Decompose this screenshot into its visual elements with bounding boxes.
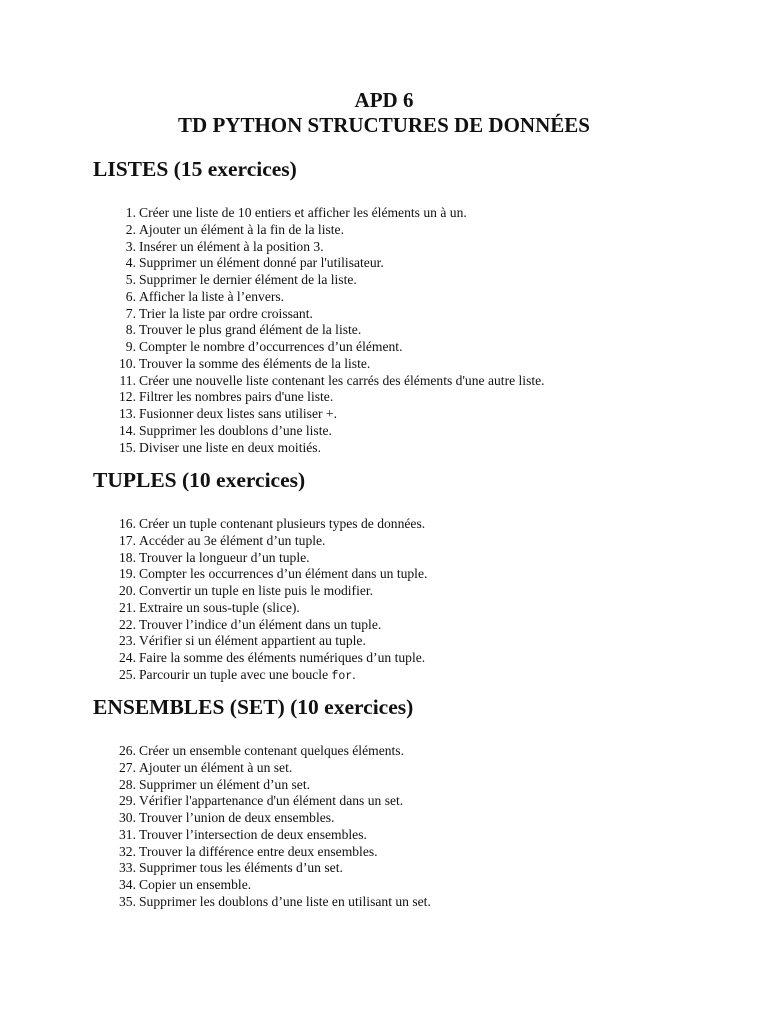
exercise-number: 35 . (93, 894, 136, 911)
exercise-item (93, 777, 733, 794)
exercise-text: Trouver le plus grand élément de la liste. (139, 322, 362, 338)
exercise-number: 28 . (93, 777, 136, 794)
exercise-text: Supprimer un élément donné par l'utilisateur. (139, 255, 384, 271)
exercise-item (93, 566, 733, 583)
exercise-text-suffix: . (352, 666, 356, 682)
exercise-number: 25 . (93, 667, 136, 684)
exercise-item (93, 667, 733, 684)
exercise-number: 27 . (93, 760, 136, 777)
exercise-number: 23 . (93, 633, 136, 650)
exercise-number: 15 . (93, 440, 136, 457)
exercise-number: 29 . (93, 793, 136, 810)
exercise-number: 16 . (93, 516, 136, 533)
exercise-number: 19 . (93, 566, 136, 583)
exercise-item (93, 633, 733, 650)
exercise-text: Trouver l’union de deux ensembles. (139, 810, 335, 825)
exercise-text: Créer une liste de 10 entiers et afficher les éléments un à un. (139, 205, 467, 220)
exercise-item (93, 793, 733, 810)
exercise-number: 3 . (93, 239, 136, 256)
document-title: APD 6 (354, 88, 414, 112)
exercise-item (93, 406, 733, 423)
exercise-text: Supprimer tous les éléments d’un set. (139, 860, 343, 876)
exercise-item (93, 844, 733, 861)
exercise-text: Diviser une liste en deux moitiés. (139, 439, 321, 455)
exercise-item (93, 423, 733, 440)
exercise-text: Supprimer un élément d’un set. (139, 776, 311, 792)
exercise-number: 34 . (93, 877, 136, 894)
exercise-number: 10 . (93, 356, 136, 373)
exercise-number: 17 . (93, 533, 136, 550)
exercise-text: Créer un tuple contenant plusieurs types de données. (139, 516, 426, 531)
exercise-number: 13 . (93, 406, 136, 423)
section-heading-ensembles: ENSEMBLES (SET) (10 exercices) (93, 695, 414, 719)
exercise-text: Créer un ensemble contenant quelques éléments. (139, 743, 404, 758)
exercise-item (93, 743, 733, 760)
exercise-item (93, 255, 733, 272)
exercise-text: Créer une nouvelle liste contenant les carrés des éléments d'une autre liste. (139, 372, 545, 388)
section-listes (93, 156, 733, 456)
exercise-text: Ajouter un élément à un set. (139, 759, 293, 775)
exercise-text: Trouver la somme des éléments de la liste. (139, 355, 371, 371)
exercise-number: 8 . (93, 322, 136, 339)
exercise-text: Compter les occurrences d’un élément dans un tuple. (139, 566, 428, 582)
exercise-item (93, 440, 733, 457)
exercise-item (93, 617, 733, 634)
exercise-item (93, 339, 733, 356)
exercise-text: Faire la somme des éléments numériques d’un tuple. (139, 650, 426, 665)
document-subtitle: TD PYTHON STRUCTURES DE DONNÉES (178, 113, 590, 137)
exercise-number: 11 . (93, 373, 136, 390)
exercise-text: Ajouter un élément à la fin de la liste. (139, 221, 344, 237)
exercise-item (93, 810, 733, 827)
exercise-item (93, 306, 733, 323)
exercise-number: 1 . (93, 205, 136, 222)
exercise-item (93, 322, 733, 339)
exercise-number: 5 . (93, 272, 136, 289)
exercise-number: 9 . (93, 339, 136, 356)
exercise-text: Extraire un sous-tuple (slice). (139, 599, 300, 615)
exercise-number: 6 . (93, 289, 136, 306)
exercise-number: 24 . (93, 650, 136, 667)
section-heading-tuples: TUPLES (10 exercices) (93, 468, 306, 492)
exercise-text: Convertir un tuple en liste puis le modifier. (139, 583, 374, 598)
exercise-item (93, 760, 733, 777)
exercise-item (93, 373, 733, 390)
exercise-item (93, 877, 733, 894)
exercise-list-ensembles (93, 743, 733, 911)
exercise-number: 22 . (93, 617, 136, 634)
exercise-code-keyword: for (331, 669, 353, 683)
exercise-number: 30 . (93, 810, 136, 827)
exercise-text: Supprimer les doublons d’une liste. (139, 422, 332, 438)
exercise-number: 18 . (93, 550, 136, 567)
exercise-item (93, 583, 733, 600)
exercise-number: 33 . (93, 860, 136, 877)
section-tuples (93, 467, 733, 684)
exercise-text: Parcourir un tuple avec une boucle (139, 666, 332, 682)
exercise-text: Afficher la liste à l’envers. (139, 288, 285, 304)
exercise-number: 2 . (93, 222, 136, 239)
exercise-text: Filtrer les nombres pairs d'une liste. (139, 389, 334, 405)
exercise-text: Vérifier si un élément appartient au tuple. (139, 633, 366, 649)
exercise-text: Accéder au 3e élément d’un tuple. (139, 532, 326, 548)
section-heading-listes: LISTES (15 exercices) (93, 157, 297, 181)
exercise-item (93, 516, 733, 533)
exercise-item (93, 650, 733, 667)
exercise-item (93, 205, 733, 222)
exercise-number: 32 . (93, 844, 136, 861)
exercise-text: Supprimer les doublons d’une liste en utilisant un set. (139, 893, 431, 909)
exercise-text: Fusionner deux listes sans utiliser +. (139, 406, 337, 421)
exercise-text: Copier un ensemble. (139, 877, 252, 892)
exercise-item (93, 272, 733, 289)
exercise-text: Insérer un élément à la position 3. (139, 238, 324, 254)
exercise-text: Vérifier l'appartenance d'un élément dans un set. (139, 793, 404, 809)
exercise-text: Trouver l’intersection de deux ensembles. (139, 826, 367, 842)
exercise-number: 7 . (93, 306, 136, 323)
exercise-item (93, 827, 733, 844)
exercise-number: 20 . (93, 583, 136, 600)
exercise-item (93, 222, 733, 239)
exercise-item (93, 860, 733, 877)
exercise-item (93, 600, 733, 617)
exercise-number: 12 . (93, 389, 136, 406)
exercise-number: 26 . (93, 743, 136, 760)
exercise-text: Compter le nombre d’occurrences d’un élément. (139, 339, 403, 354)
exercise-item (93, 550, 733, 567)
exercise-text: Supprimer le dernier élément de la liste. (139, 272, 357, 287)
exercise-item (93, 356, 733, 373)
exercise-item (93, 239, 733, 256)
exercise-number: 4 . (93, 255, 136, 272)
section-ensembles (93, 694, 733, 911)
exercise-list-listes (93, 205, 733, 456)
exercise-number: 14 . (93, 423, 136, 440)
exercise-number: 21 . (93, 600, 136, 617)
document-title-block (0, 88, 768, 138)
exercise-item (93, 533, 733, 550)
exercise-item (93, 289, 733, 306)
exercise-list-tuples (93, 516, 733, 684)
exercise-item (93, 894, 733, 911)
exercise-item (93, 389, 733, 406)
exercise-number: 31 . (93, 827, 136, 844)
exercise-text: Trouver la différence entre deux ensembles. (139, 843, 378, 859)
exercise-text: Trouver la longueur d’un tuple. (139, 549, 310, 565)
exercise-text: Trier la liste par ordre croissant. (139, 305, 313, 321)
exercise-text: Trouver l’indice d’un élément dans un tuple. (139, 616, 382, 632)
